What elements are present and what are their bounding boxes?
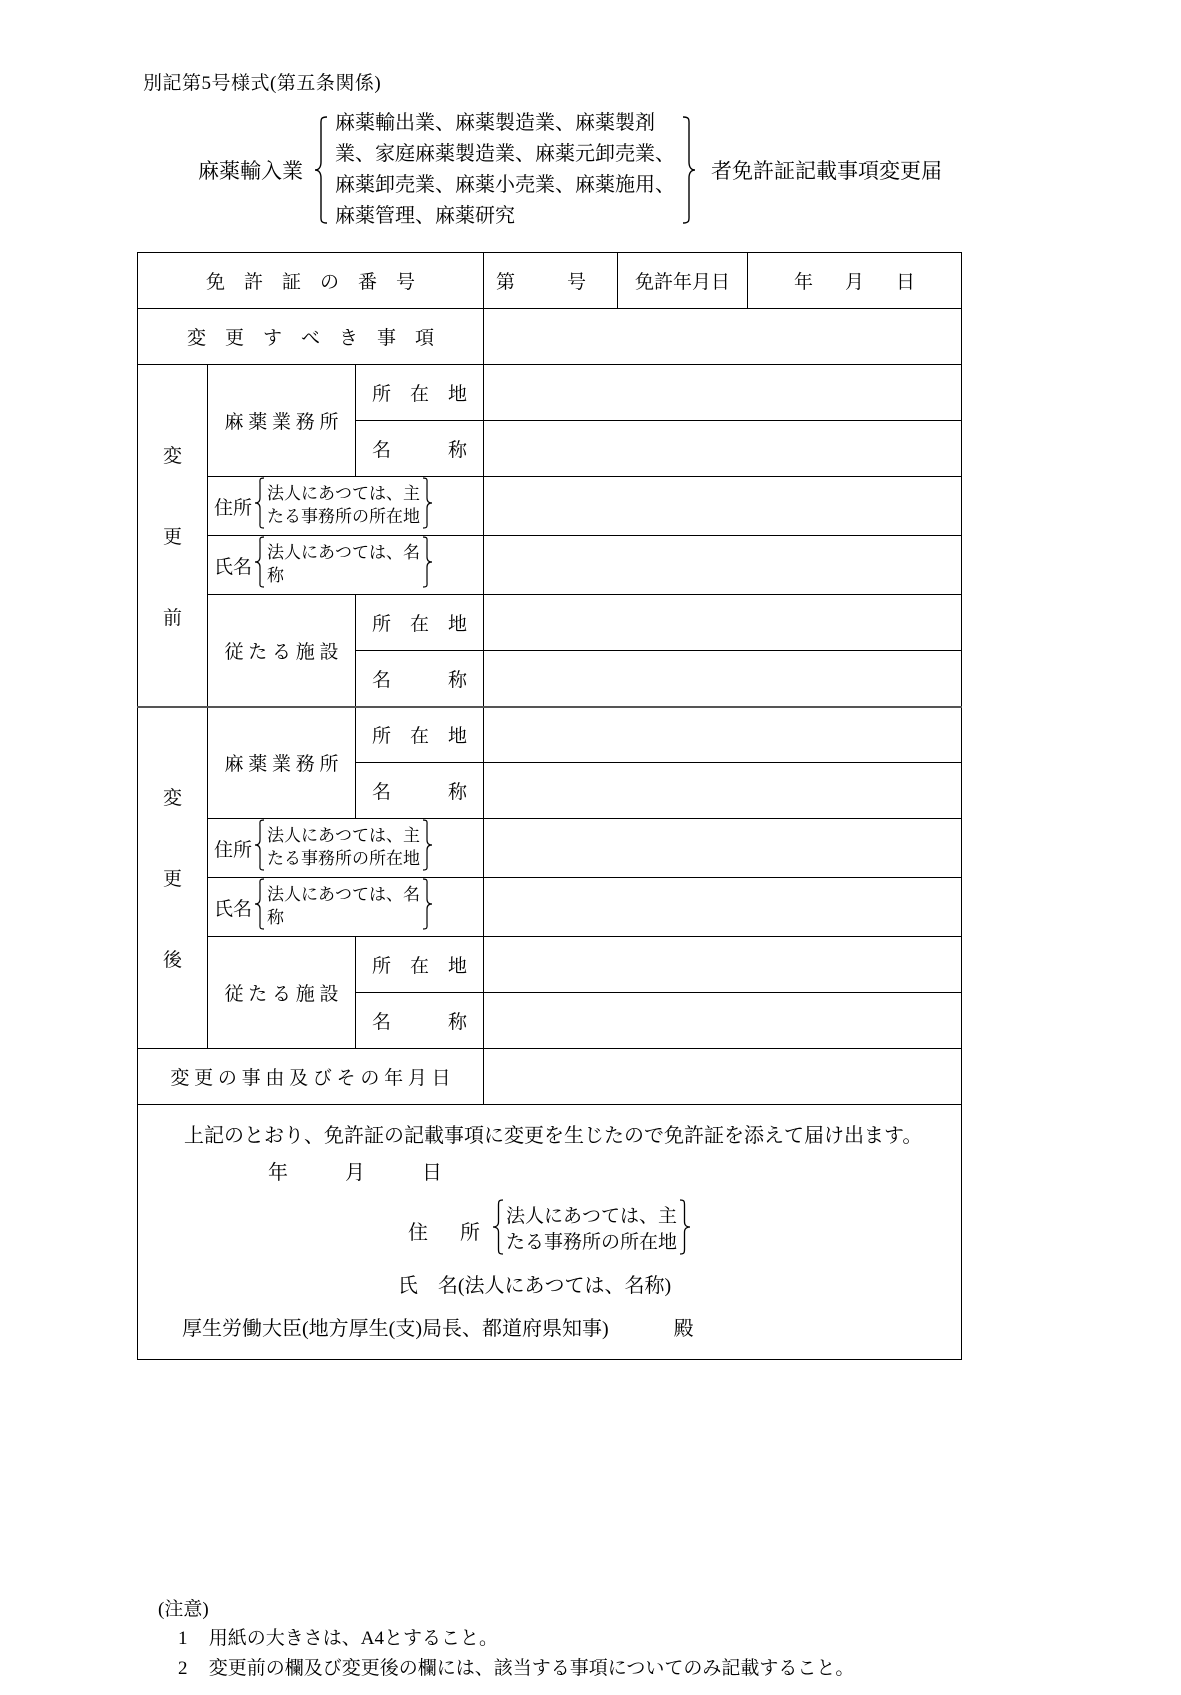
- license-date-label: [618, 253, 748, 309]
- brace-left-icon: [254, 819, 265, 877]
- note-item-1: [158, 1624, 854, 1653]
- after-section-label: [138, 707, 208, 1049]
- before-address-brace-text: [265, 483, 422, 529]
- before-address-label: [208, 477, 484, 536]
- before-fullname-brace-line-1: 法人にあつては、名: [267, 543, 421, 563]
- brace-right-icon: [679, 1199, 691, 1261]
- after-subfacility-label: 従 た る 施 設: [208, 937, 356, 1049]
- license-date-day: 日: [896, 272, 916, 293]
- main-form-table: [137, 252, 962, 1360]
- before-fullname-field[interactable]: [484, 536, 962, 595]
- title-brace-line-3: 麻薬卸売業、麻薬小売業、麻薬施用、: [335, 174, 675, 196]
- brace-left-icon: [313, 108, 329, 232]
- brace-right-icon: [681, 108, 697, 232]
- note-number-1: 1: [178, 1628, 188, 1650]
- after-address-label-text: 住所: [214, 839, 253, 861]
- after-subfacility-location-label: 所 在 地: [356, 937, 484, 993]
- brace-left-icon: [254, 878, 265, 936]
- statement-text: 上記のとおり、免許証の記載事項に変更を生じたので免許証を添えて届け出ます。: [184, 1125, 923, 1147]
- brace-right-icon: [422, 536, 433, 594]
- title-brace-text: [329, 108, 681, 232]
- license-date-year: 年: [794, 272, 814, 293]
- before-address-field[interactable]: [484, 477, 962, 536]
- after-label-2: 更: [162, 869, 182, 891]
- form-number: 別記第5号様式(第五条関係): [143, 73, 382, 94]
- before-fullname-label: [208, 536, 484, 595]
- statement-address-brace-text: [504, 1204, 679, 1255]
- statement-address-row: [148, 1199, 951, 1269]
- reason-label: [138, 1049, 484, 1105]
- before-label-1: 変: [162, 445, 182, 467]
- title-brace-line-1: 麻薬輸出業、麻薬製造業、麻薬製剤: [335, 112, 655, 134]
- reason-label-text: 変 更 の 事 由 及 び そ の 年 月 日: [170, 1068, 451, 1089]
- notes-section: [158, 1595, 854, 1683]
- before-label-2: 更: [162, 526, 182, 548]
- note-text-1: 用紙の大きさは、A4とすること。: [208, 1628, 498, 1650]
- after-address-label: [208, 819, 484, 878]
- statement-block: [138, 1105, 962, 1360]
- table-row: [138, 937, 962, 993]
- statement-address-brace-line-2: たる事務所の所在地: [506, 1232, 678, 1253]
- after-fullname-label-text: 氏名: [214, 898, 253, 920]
- before-address-brace-line-1: 法人にあつては、主: [267, 484, 421, 504]
- after-address-brace-line-2: たる事務所の所在地: [267, 849, 421, 868]
- after-fullname-brace-text: [265, 884, 422, 930]
- before-subfacility-name-label: 名 称: [356, 651, 484, 707]
- statement-date-day: 日: [422, 1162, 444, 1184]
- table-row: [138, 819, 962, 878]
- table-row: [138, 477, 962, 536]
- before-fullname-brace-text: [265, 542, 422, 588]
- after-office-location-label: 所 在 地: [356, 707, 484, 763]
- statement-minister: 厚生労働大臣(地方厚生(支)局長、都道府県知事): [182, 1318, 609, 1340]
- brace-left-icon: [254, 536, 265, 594]
- after-fullname-label: [208, 878, 484, 937]
- statement-name-row: [148, 1269, 951, 1312]
- before-subfacility-label: 従 た る 施 設: [208, 595, 356, 707]
- after-office-location-field[interactable]: [484, 707, 962, 763]
- before-subfacility-location-field[interactable]: [484, 595, 962, 651]
- table-row: [138, 595, 962, 651]
- statement-addressee-row: [148, 1312, 951, 1341]
- after-label-1: 変: [162, 788, 182, 810]
- statement-dono: 殿: [673, 1318, 694, 1340]
- table-row: [138, 365, 962, 421]
- brace-left-icon: [492, 1199, 504, 1261]
- note-item-2: [158, 1654, 854, 1683]
- before-office-location-label: 所 在 地: [356, 365, 484, 421]
- title-brace-line-4: 麻薬管理、麻薬研究: [335, 205, 515, 227]
- brace-right-icon: [422, 878, 433, 936]
- statement-name-label: 氏 名(法人にあつては、名称): [397, 1275, 672, 1297]
- form-title: [143, 108, 1043, 232]
- after-address-brace-line-1: 法人にあつては、主: [267, 826, 421, 846]
- change-items-label: [138, 309, 484, 365]
- license-date-label-text: 免許年月日: [635, 272, 731, 293]
- after-fullname-brace-line-1: 法人にあつては、名: [267, 885, 421, 905]
- title-left-text: 麻薬輸入業: [198, 159, 303, 183]
- before-office-location-field[interactable]: [484, 365, 962, 421]
- after-subfacility-name-label: 名 称: [356, 993, 484, 1049]
- statement-address-brace-line-1: 法人にあつては、主: [506, 1206, 678, 1228]
- after-fullname-field[interactable]: [484, 878, 962, 937]
- before-fullname-label-text: 氏名: [214, 556, 253, 578]
- before-fullname-brace-line-2: 称: [267, 566, 285, 585]
- before-subfacility-name-field[interactable]: [484, 651, 962, 707]
- table-row: [138, 707, 962, 763]
- before-address-label-text: 住所: [214, 497, 253, 519]
- after-address-brace-text: [265, 825, 422, 871]
- after-address-field[interactable]: [484, 819, 962, 878]
- before-address-brace-line-2: たる事務所の所在地: [267, 507, 421, 526]
- license-date-field[interactable]: [748, 253, 962, 309]
- before-office-name-label: 名 称: [356, 421, 484, 477]
- license-date-month: 月: [845, 272, 865, 293]
- after-subfacility-name-field[interactable]: [484, 993, 962, 1049]
- title-brace-group: [313, 108, 697, 232]
- after-office-name-label: 名 称: [356, 763, 484, 819]
- change-items-field[interactable]: [484, 309, 962, 365]
- after-office-label: 麻 薬 業 務 所: [208, 707, 356, 819]
- table-row: [138, 253, 962, 309]
- brace-right-icon: [422, 819, 433, 877]
- table-row: [138, 536, 962, 595]
- license-no-label-text: 免 許 証 の 番 号: [206, 272, 416, 293]
- license-no-field[interactable]: [484, 253, 618, 309]
- note-number-2: 2: [178, 1657, 188, 1679]
- title-right-text: 者免許証記載事項変更届: [711, 159, 942, 183]
- before-office-name-field[interactable]: [484, 421, 962, 477]
- after-subfacility-location-field[interactable]: [484, 937, 962, 993]
- table-row: [138, 1049, 962, 1105]
- before-section-label: [138, 365, 208, 707]
- table-row: [138, 878, 962, 937]
- license-no-label: [138, 253, 484, 309]
- after-fullname-brace-line-2: 称: [267, 908, 285, 927]
- table-row: [138, 309, 962, 365]
- statement-date-year: 年: [268, 1162, 290, 1184]
- reason-field[interactable]: [484, 1049, 962, 1105]
- title-brace-line-2: 業、家庭麻薬製造業、麻薬元卸売業、: [335, 143, 675, 165]
- statement-date-month: 月: [345, 1162, 367, 1184]
- license-no-gou: 号: [567, 272, 587, 293]
- notes-heading: (注意): [158, 1599, 209, 1620]
- before-label-3: 前: [162, 607, 182, 629]
- statement-address-label: 住 所: [408, 1221, 486, 1244]
- license-no-dai: 第: [496, 272, 516, 293]
- brace-right-icon: [422, 477, 433, 535]
- after-office-name-field[interactable]: [484, 763, 962, 819]
- statement-date[interactable]: [148, 1156, 951, 1199]
- statement-cell: [138, 1105, 962, 1360]
- change-items-label-text: 変 更 す べ き 事 項: [187, 328, 435, 349]
- before-subfacility-location-label: 所 在 地: [356, 595, 484, 651]
- brace-left-icon: [254, 477, 265, 535]
- after-label-3: 後: [162, 950, 182, 972]
- before-office-label: 麻 薬 業 務 所: [208, 365, 356, 477]
- note-text-2: 変更前の欄及び変更後の欄には、該当する事項についてのみ記載すること。: [208, 1657, 855, 1679]
